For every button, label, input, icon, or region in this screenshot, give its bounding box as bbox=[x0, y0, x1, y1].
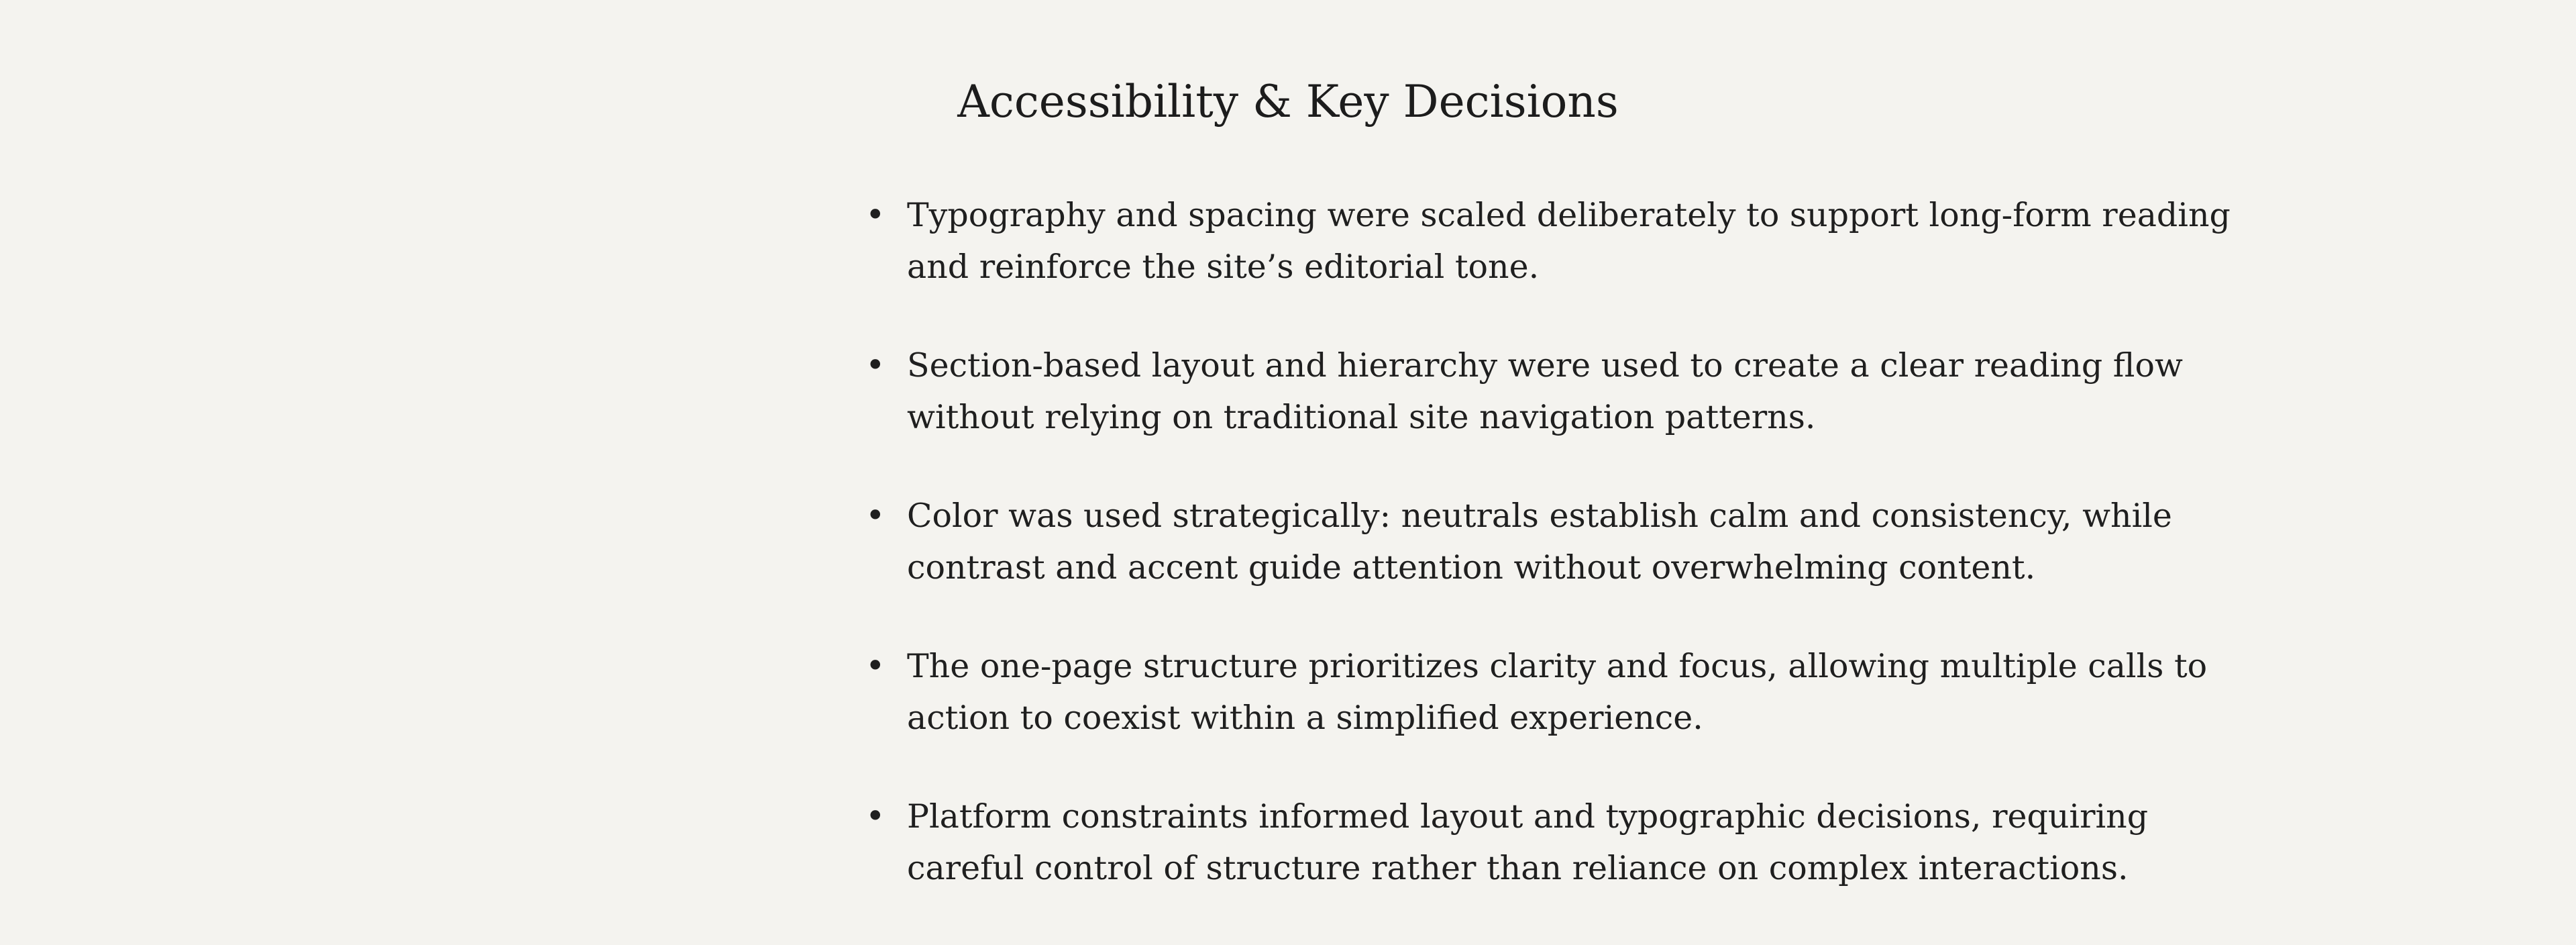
list-item-text: Color was used strategically: neutrals establish calm and consistency, while contrast and accent guide attention without overwhelming content. bbox=[907, 497, 2172, 587]
bullet-icon: • bbox=[865, 646, 885, 685]
bullet-icon: • bbox=[865, 797, 885, 836]
list-item-text: Typography and spacing were scaled deliberately to support long-form reading and reinforce the site’s editorial tone. bbox=[907, 196, 2231, 286]
section-title: Accessibility & Key Decisions bbox=[957, 76, 1619, 128]
list-item-text: The one-page structure prioritizes clarity and focus, allowing multiple calls to action to coexist within a simplified experience. bbox=[907, 647, 2208, 737]
decisions-list bbox=[865, 189, 2254, 941]
list-item bbox=[865, 791, 2254, 894]
bullet-icon: • bbox=[865, 346, 885, 385]
list-item-text: Platform constraints informed layout and typographic decisions, requiring careful control of structure rather than reliance on complex interactions. bbox=[907, 797, 2149, 887]
list-item bbox=[865, 189, 2254, 293]
list-item bbox=[865, 490, 2254, 593]
list-item-text: Section-based layout and hierarchy were used to create a clear reading flow without relying on traditional site navigation patterns. bbox=[907, 346, 2183, 436]
bullet-icon: • bbox=[865, 496, 885, 535]
bullet-icon: • bbox=[865, 195, 885, 234]
list-item bbox=[865, 340, 2254, 443]
list-item bbox=[865, 640, 2254, 744]
